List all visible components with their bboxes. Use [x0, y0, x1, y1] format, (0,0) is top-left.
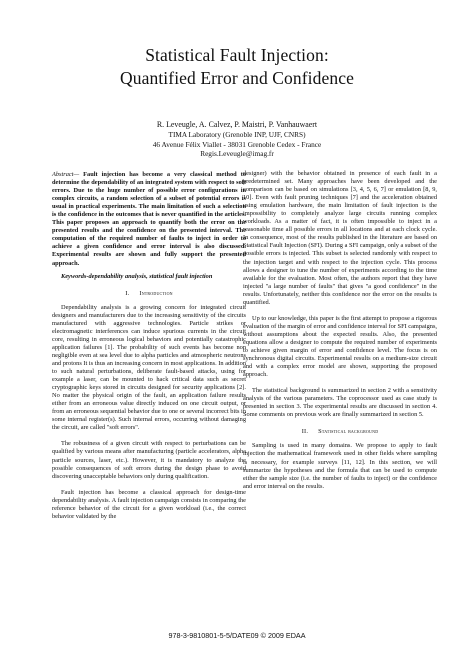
intro-paragraph-2: The robustness of a given circuit with respect to perturbations can be qualified by various means after manufacturing (particle accelerators, alpha particle sources, laser, etc.). However, it is mandatory to analyze the possible consequences of soft errors during the design phase to avoid discovering unacceptable behaviors only during qualification. [52, 440, 246, 480]
section-heading-introduction [52, 290, 246, 298]
intro-paragraph-3: Fault injection has become a classical approach for design-time dependability analysis. A fault injection campaign consists in comparing the reference behavior of the circuit for a given workload (i.e., the correct behavior validated by the [52, 488, 246, 520]
section-number: I. [125, 289, 130, 297]
intro-paragraph-4: designer) with the behavior obtained in presence of each fault in a predetermined set. Many approaches have been developed and the comparison can be based on simulations [3, 4, 5, 6, 7] or emulation [8, 9, 10]. Even with fault pruning techniques [7] and the acceleration obtained using emulation hardware, the main limitation of fault injection is the impossibility to completely analyze large circuits running complex workloads. As a matter of fact, it is often impossible to inject in a reasonable time all possible errors in all locations and at each clock cycle. In consequence, most of the results published in the literature are based on Statistical Fault Injection (SFI). During a SFI campaign, only a subset of the possible errors is injected. This subset is selected randomly with respect to the injection target and with respect to the injection cycle. This process allows a designer to tune the number of experiments according to the time available for the evaluation. Most often, the authors report that they have injected "a large number of faults" that gives "a good confidence" in the results. Unfortunately, neither this confidence nor the error on the results is quantified. [243, 170, 437, 306]
abstract [52, 171, 246, 268]
author-block [0, 120, 474, 159]
right-column [243, 170, 437, 491]
intro-paragraph-5: Up to our knowledge, this paper is the first attempt to propose a rigorous evaluation of the margin of error and confidence interval for SFI campaigns, without assumptions about the expected results. Also, the presented equations allow a designer to compute the required number of experiments to achieve given margin of error and confidence level. The focus is on synchronous digital circuits. Experimental results on a medium-size circuit and with a complex error model are shown, supporting the proposed approach. [243, 314, 438, 379]
title-line-2: Quantified Error and Confidence [120, 68, 354, 88]
author-names: R. Leveugle, A. Calvez, P. Maistri, P. Vanhauwaert [156, 120, 318, 129]
copyright-footer: 978-3-9810801-5-5/DATE09 © 2009 EDAA [168, 631, 306, 640]
author-email[interactable]: Regis.Leveugle@imag.fr [200, 149, 274, 159]
section-heading-statistical-background [243, 428, 437, 436]
section-number: II. [301, 428, 309, 436]
affiliation-address: 46 Avenue Félix Viallet - 38031 Grenoble Cedex - France [152, 139, 322, 149]
left-column [52, 171, 246, 521]
keywords: Keywords-dependability analysis, statistical fault injection [61, 272, 213, 280]
intro-paragraph-1: Dependability analysis is a growing concern for integrated circuit designers and manufacturers due to the increasing sensitivity of the circuits manufactured with aggressive technologies. Particle strikes or electromagnetic interferences can induce spurious currents in the circuit core, resulting in erroneous logical behaviors and potentially catastrophic application failures [1]. The probability of such events has become non negligible even at sea level due to alpha particles and atmospheric neutrons and protons It is thus an increasing concern in most applications. In addition to such natural perturbations, deliberate fault-based attacks, using for example a laser, can be mounted to hack critical data such as secret cryptographic keys stored in circuits designed for security applications [2]. No matter the physical origin of the fault, an application failure results either from an erroneous value directly induced on one circuit output, or from an erroneous sequential behavior due to one or several incorrect bits in some internal register(s). Such internal errors, occurring without damaging the circuit, are called "soft errors". [52, 303, 246, 432]
affiliation-lab: TIMA Laboratory (Grenoble INP, UJF, CNRS) [168, 130, 306, 140]
abstract-text: Fault injection has become a very classical method to determine the dependability of an integrated system with respect to soft errors. Due to the huge number of possible error configurations in complex circuits, a random selection of a subset of potential errors is usual in practical experiments. The main limitation of such a selection is the confidence in the outcomes that is never quantified in the articles. This paper proposes an approach to quantify both the error on the presented results and the confidence on the presented interval. The computation of the required number of faults to inject in order to achieve a given confidence and error interval is also discussed. Experimental results are shown and fully support the presented approach. [52, 171, 246, 267]
intro-paragraph-6: The statistical background is summarized in section 2 with a sensitivity analysis of the various parameters. The coprocessor used as case study is presented in section 3. The experimental results are discussed in section 4. Some comments on previous work are finally summarized in section 5. [243, 387, 437, 419]
section-label: Statistical background [318, 428, 379, 436]
title-line-1: Statistical Fault Injection: [145, 45, 329, 65]
abstract-lead: Abstract— [52, 171, 80, 178]
section-label: Introduction [139, 289, 173, 297]
paper-title [0, 44, 474, 90]
stat-paragraph-1: Sampling is used in many domains. We propose to apply to fault injection the mathematical framework used in other fields where sampling is necessary, for example surveys [11, 12]. In this section, we will summarize the hypotheses and the formula that can be used to compute either the sample size (i.e. the number of faults to inject) or the confidence and error interval on the results. [243, 442, 437, 490]
